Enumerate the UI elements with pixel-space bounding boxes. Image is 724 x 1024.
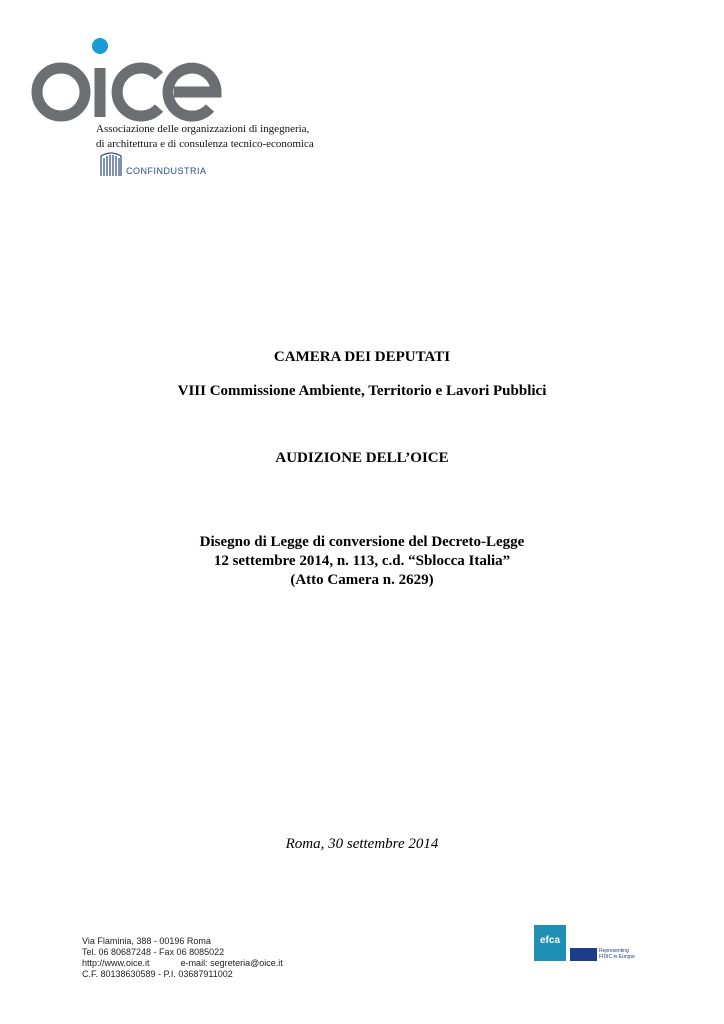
bill-line-1: Disegno di Legge di conversione del Decreto-Legge — [199, 534, 525, 550]
footer-website-link[interactable]: http://www.oice.it — [82, 958, 150, 968]
document-date: Roma, 30 settembre 2014 — [285, 836, 439, 852]
hearing-title: AUDIZIONE DELL’OICE — [275, 450, 449, 466]
confindustria-emblem-icon — [98, 150, 124, 178]
footer-web-row — [82, 958, 283, 969]
association-description — [96, 122, 314, 152]
fidic-text — [599, 948, 635, 960]
footer-tax-ids: C.F. 80138630589 - P.I. 03687911002 — [82, 969, 233, 979]
oice-logo — [28, 34, 224, 124]
footer-address: Via Flaminia, 388 - 00196 Roma — [82, 936, 211, 946]
confindustria-logo — [98, 150, 207, 180]
bill-line-2: 12 settembre 2014, n. 113, c.d. “Sblocca Italia” — [213, 553, 511, 569]
fidic-badge — [570, 948, 650, 961]
commission-name: VIII Commissione Ambiente, Territorio e Lavori Pubblici — [177, 383, 547, 399]
association-line-1: Associazione delle organizzazioni di ingegneria, — [96, 123, 310, 135]
efca-logo — [534, 925, 566, 961]
footer-phone: Tel. 06 80687248 - Fax 06 8085022 — [82, 947, 225, 957]
fidic-line-2: FIDIC in Europe — [599, 954, 635, 960]
association-line-2: di architettura e di consulenza tecnico-economica — [96, 138, 314, 150]
footer-contacts — [82, 936, 283, 980]
confindustria-label: CONFINDUSTRIA — [126, 166, 207, 176]
page-title: CAMERA DEI DEPUTATI — [273, 349, 451, 365]
bill-description — [0, 533, 724, 590]
fidic-line-1: Representing — [599, 948, 629, 954]
efca-label: efca — [539, 935, 560, 946]
footer-email-link[interactable]: e-mail: segreteria@oice.it — [180, 958, 283, 968]
bill-line-3: (Atto Camera n. 2629) — [290, 572, 434, 588]
fidic-globe-icon — [570, 948, 597, 961]
